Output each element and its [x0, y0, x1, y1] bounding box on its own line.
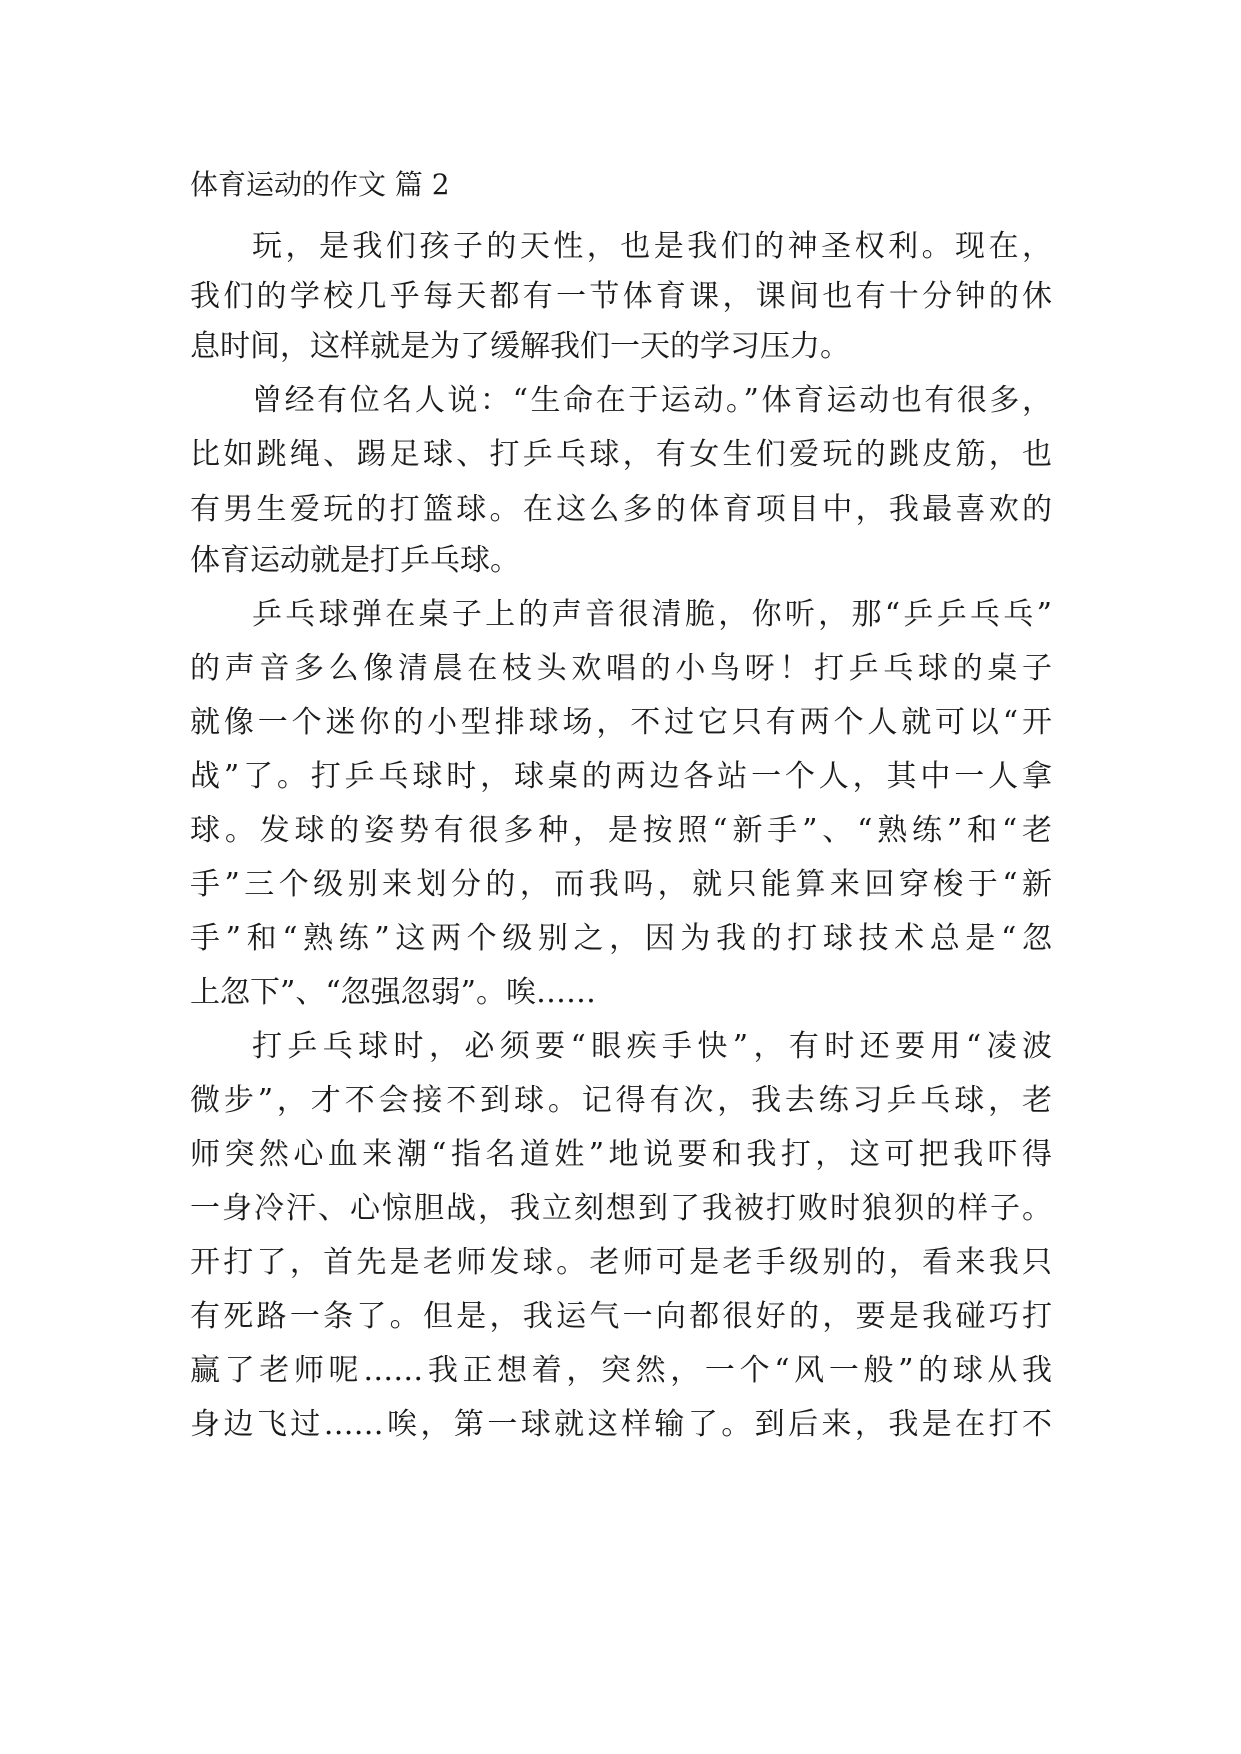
- text-line: 打乒乓球时，必须要“眼疾手快”，有时还要用“凌波: [252, 1029, 1052, 1064]
- text-line: 开打了，首先是老师发球。老师可是老手级别的，看来我只: [190, 1245, 1052, 1280]
- text-line: 息时间，这样就是为了缓解我们一天的学习压力。: [190, 329, 850, 364]
- text-line: 的声音多么像清晨在枝头欢唱的小鸟呀！打乒乓球的桌子: [190, 651, 1052, 686]
- text-line: 球。发球的姿势有很多种，是按照“新手”、“熟练”和“老: [190, 813, 1052, 848]
- text-line: 玩，是我们孩子的天性，也是我们的神圣权利。现在，: [252, 229, 1052, 264]
- text-line: 微步”，才不会接不到球。记得有次，我去练习乒乓球，老: [190, 1083, 1052, 1118]
- text-line: 我们的学校几乎每天都有一节体育课，课间也有十分钟的休: [190, 279, 1052, 314]
- text-line: 就像一个迷你的小型排球场，不过它只有两个人就可以“开: [190, 705, 1052, 740]
- text-line: 赢了老师呢……我正想着，突然，一个“风一般”的球从我: [190, 1353, 1052, 1388]
- text-line: 有死路一条了。但是，我运气一向都很好的，要是我碰巧打: [190, 1299, 1052, 1334]
- text-line: 比如跳绳、踢足球、打乒乓球，有女生们爱玩的跳皮筋，也: [190, 437, 1052, 472]
- text-line: 手”和“熟练”这两个级别之，因为我的打球技术总是“忽: [190, 921, 1052, 956]
- text-line: 上忽下”、“忽强忽弱”。唉……: [190, 975, 597, 1010]
- text-line: 身边飞过……唉，第一球就这样输了。到后来，我是在打不: [190, 1407, 1052, 1442]
- text-line: 有男生爱玩的打篮球。在这么多的体育项目中，我最喜欢的: [190, 492, 1052, 527]
- text-line: 手”三个级别来划分的，而我吗，就只能算来回穿梭于“新: [190, 867, 1052, 902]
- document-title: 体育运动的作文 篇 2: [190, 168, 450, 201]
- text-line: 乒乓球弹在桌子上的声音很清脆，你听，那“乒乒乓乓”: [252, 597, 1052, 632]
- text-line: 一身冷汗、心惊胆战，我立刻想到了我被打败时狼狈的样子。: [190, 1191, 1052, 1226]
- text-line: 体育运动就是打乒乓球。: [190, 543, 520, 578]
- text-line: 战”了。打乒乓球时，球桌的两边各站一个人，其中一人拿: [190, 759, 1052, 794]
- text-line: 师突然心血来潮“指名道姓”地说要和我打，这可把我吓得: [190, 1137, 1052, 1172]
- text-line: 曾经有位名人说：“生命在于运动。”体育运动也有很多，: [252, 383, 1052, 418]
